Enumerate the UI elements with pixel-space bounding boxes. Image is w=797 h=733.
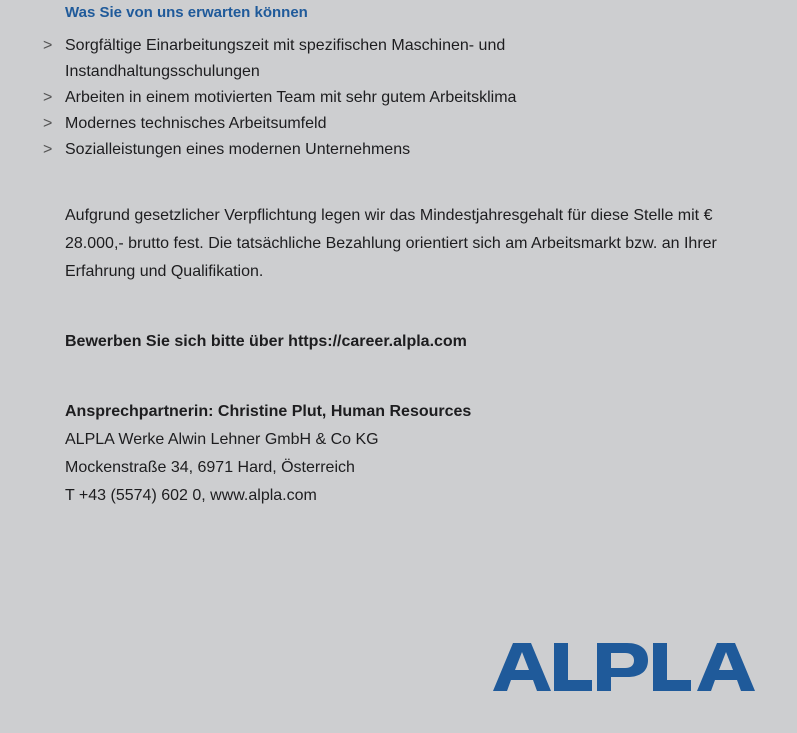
alpla-logo	[491, 641, 759, 698]
company-address: Mockenstraße 34, 6971 Hard, Österreich	[65, 459, 355, 476]
section-heading: Was Sie von uns erwarten können	[65, 4, 308, 21]
chevron-right-icon: >	[43, 141, 53, 158]
list-item-text: Arbeiten in einem motivierten Team mit sehr gutem Arbeitsklima	[65, 89, 517, 106]
contact-person: Ansprechpartnerin: Christine Plut, Human Resources	[65, 403, 472, 420]
salary-paragraph: Aufgrund gesetzlicher Verpflichtung legen wir das Mindestjahresgehalt für diese Stelle mit € 28.000,- brutto fest. Die tatsächliche Bezahlung orientiert sich am Arbeitsmarkt bzw. an Ihrer Erfahrung und Qualifikation.	[65, 207, 717, 280]
chevron-right-icon: >	[43, 37, 53, 54]
company-phone-website: T +43 (5574) 602 0, www.alpla.com	[65, 487, 317, 504]
list-item-text: Sorgfältige Einarbeitungszeit mit spezifischen Maschinen- und Instandhaltungsschulungen	[65, 37, 506, 80]
apply-instruction: Bewerben Sie sich bitte über https://career.alpla.com	[65, 333, 467, 350]
list-item	[43, 111, 625, 137]
contact-block	[65, 398, 471, 510]
list-item	[43, 85, 625, 111]
list-item-text: Sozialleistungen eines modernen Unternehmens	[65, 141, 411, 158]
chevron-right-icon: >	[43, 115, 53, 132]
chevron-right-icon: >	[43, 89, 53, 106]
list-item	[43, 137, 625, 163]
benefits-list	[43, 33, 625, 163]
alpla-logo-mark	[493, 643, 755, 691]
list-item-text: Modernes technisches Arbeitsumfeld	[65, 115, 327, 132]
company-name: ALPLA Werke Alwin Lehner GmbH & Co KG	[65, 431, 379, 448]
list-item	[43, 33, 625, 85]
alpla-logo-svg	[491, 641, 759, 693]
